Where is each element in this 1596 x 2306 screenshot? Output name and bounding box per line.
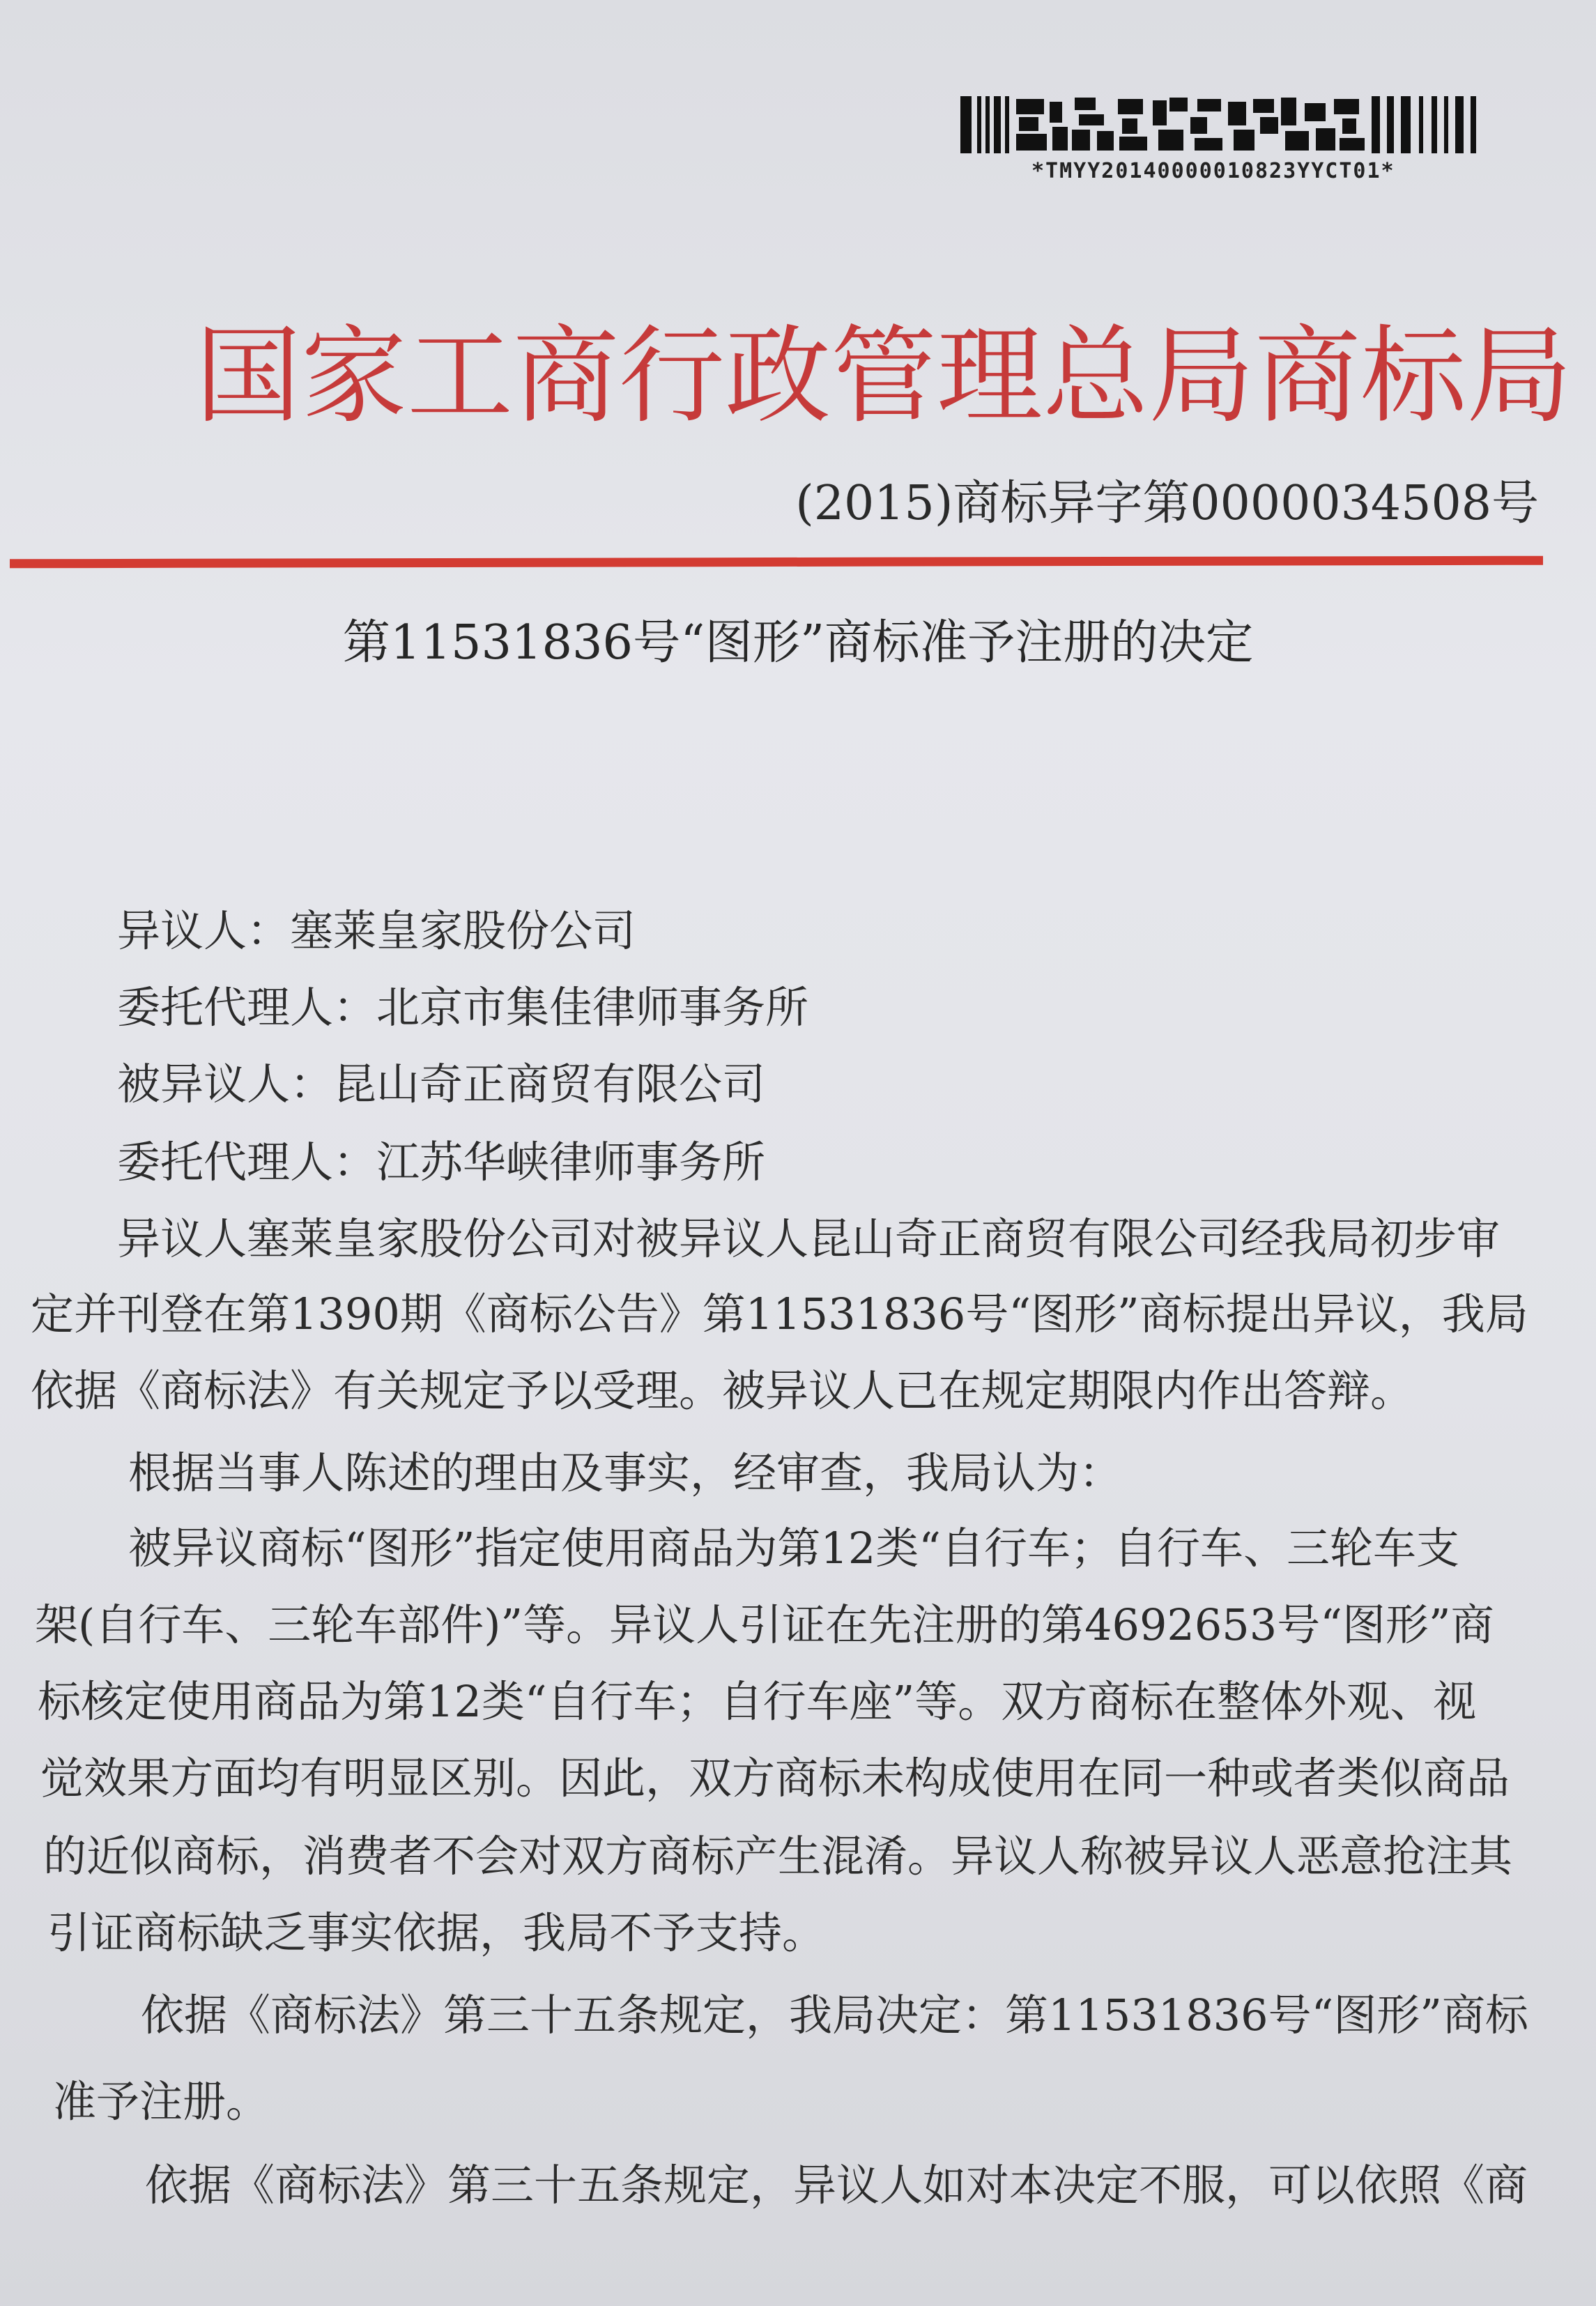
body-line: 标核定使用商品为第12类“自行车；自行车座”等。双方商标在整体外观、视: [38, 1676, 1477, 1727]
body-line: 引证商标缺乏事实依据，我局不予支持。: [47, 1907, 826, 1958]
party-opponent: [117, 896, 636, 958]
barcode-graphic: [960, 96, 1483, 153]
party-value: 北京市集佳律师事务所: [376, 982, 809, 1033]
body-line: 依据《商标法》第三十五条规定，异议人如对本决定不服，可以依照《商: [145, 2160, 1528, 2211]
party-respondent-agent: [117, 1128, 765, 1190]
party-label: 异议人：: [117, 905, 291, 956]
body-line: 被异议商标“图形”指定使用商品为第12类“自行车；自行车、三轮车支: [128, 1523, 1459, 1574]
party-label: 被异议人：: [117, 1059, 334, 1109]
barcode-number: *TMYY20140000010823YYCT01*: [1031, 159, 1395, 183]
body-line: 准予注册。: [53, 2076, 270, 2127]
body-line: 依据《商标法》第三十五条规定，我局决定：第11531836号“图形”商标: [141, 1990, 1528, 2040]
body-line: 的近似商标，消费者不会对双方商标产生混淆。异议人称被异议人恶意抢注其: [43, 1831, 1513, 1882]
body-line: 根据当事人陈述的理由及事实，经审查，我局认为：: [128, 1447, 1123, 1498]
decision-title: 第11531836号“图形”商标准予注册的决定: [342, 615, 1254, 670]
party-label: 委托代理人：: [117, 982, 377, 1033]
party-respondent: [117, 1050, 765, 1112]
document-number: (2015)商标异字第0000034508号: [795, 476, 1539, 531]
body-line: 觉效果方面均有明显区别。因此，双方商标未构成使用在同一种或者类似商品: [40, 1753, 1510, 1804]
party-value: 江苏华峡律师事务所: [376, 1137, 766, 1187]
body-line: 定并刊登在第1390期《商标公告》第11531836号“图形”商标提出异议，我局: [31, 1289, 1528, 1339]
party-value: 昆山奇正商贸有限公司: [333, 1059, 766, 1109]
body-line: 架(自行车、三轮车部件)”等。异议人引证在先注册的第4692653号“图形”商: [35, 1599, 1494, 1650]
body-line: 异议人塞莱皇家股份公司对被异议人昆山奇正商贸有限公司经我局初步审: [117, 1213, 1501, 1264]
body-line: 依据《商标法》有关规定予以受理。被异议人已在规定期限内作出答辩。: [31, 1365, 1414, 1416]
party-value: 塞莱皇家股份公司: [290, 905, 636, 956]
party-opponent-agent: [117, 973, 808, 1035]
party-label: 委托代理人：: [117, 1137, 377, 1187]
red-divider-line: [10, 556, 1543, 569]
issuing-agency-heading: 国家工商行政管理总局商标局: [195, 314, 1572, 438]
